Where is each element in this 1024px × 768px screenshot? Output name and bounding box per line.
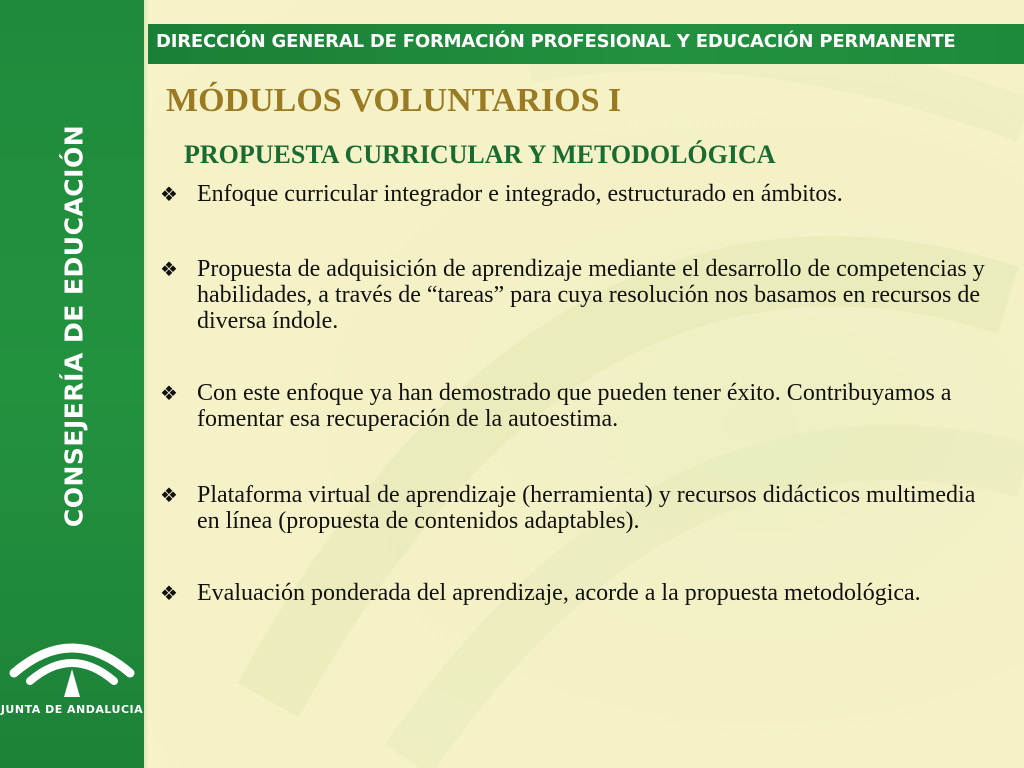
bullet-text: Enfoque curricular integrador e integrado, estructurado en ámbitos.	[197, 181, 843, 207]
diamond-bullet-icon: ❖	[160, 257, 178, 281]
bullet-item-4	[160, 482, 1000, 534]
sidebar-vertical-title: CONSEJERÍA DE EDUCACIÓN	[59, 124, 89, 528]
page-title: MÓDULOS VOLUNTARIOS I	[166, 82, 622, 119]
bullet-item-5	[160, 580, 1000, 606]
bullet-text: Con este enfoque ya han demostrado que pueden tener éxito. Contribuyamos a fomentar esa recuperación de la autoestima.	[197, 380, 952, 432]
diamond-bullet-icon: ❖	[160, 381, 178, 405]
header-title: DIRECCIÓN GENERAL DE FORMACIÓN PROFESIONAL Y EDUCACIÓN PERMANENTE	[156, 31, 956, 52]
header-bar	[148, 24, 1024, 64]
bullet-item-1	[160, 181, 1000, 207]
diamond-bullet-icon: ❖	[160, 483, 178, 507]
junta-logo-icon	[8, 625, 136, 705]
bullet-item-3	[160, 380, 1000, 432]
diamond-bullet-icon: ❖	[160, 182, 178, 206]
bullet-text: Plataforma virtual de aprendizaje (herramienta) y recursos didácticos multimedia en línea (propuesta de contenidos adaptables).	[197, 482, 976, 534]
bullet-text: Evaluación ponderada del aprendizaje, acorde a la propuesta metodológica.	[197, 580, 921, 606]
section-subtitle: PROPUESTA CURRICULAR Y METODOLÓGICA	[184, 140, 776, 169]
sidebar-edge	[144, 0, 148, 768]
logo-caption: JUNTA DE ANDALUCIA	[0, 703, 144, 716]
bullet-item-2	[160, 256, 1000, 334]
diamond-bullet-icon: ❖	[160, 581, 178, 605]
bullet-text: Propuesta de adquisición de aprendizaje mediante el desarrollo de competencias y habilidades, a través de “tareas” para cuya resolución nos basamos en recursos de diversa índole.	[197, 256, 985, 334]
